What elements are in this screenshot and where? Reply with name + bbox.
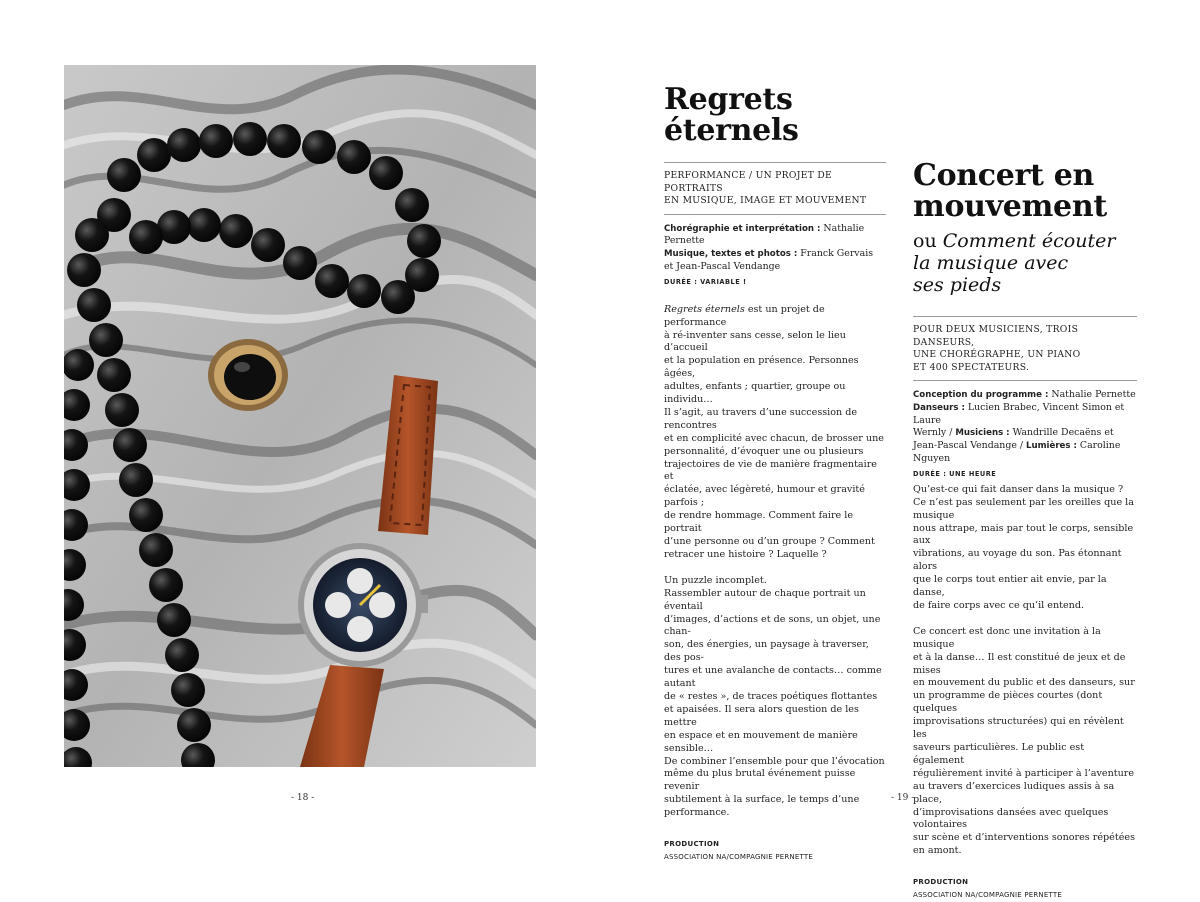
production-label: PRODUCTION bbox=[664, 840, 720, 849]
article-title bbox=[664, 84, 886, 146]
italic-title: Regrets éternels bbox=[664, 303, 745, 315]
credit-value: Caroline bbox=[1076, 440, 1121, 452]
tagline-line: ses pieds bbox=[913, 274, 1002, 296]
subtitle-line: POUR DEUX MUSICIENS, TROIS DANSEURS, bbox=[913, 324, 1079, 348]
credit-value: Nathalie Pernette bbox=[664, 222, 865, 247]
page-number-left: - 18 - bbox=[291, 793, 315, 803]
duration: DURÉE : VARIABLE ! bbox=[664, 277, 747, 286]
duration: DURÉE : UNE HEURE bbox=[913, 469, 997, 478]
credit-value: Lucien Brabec, Vincent Simon et Laure bbox=[913, 401, 1125, 426]
divider bbox=[664, 214, 886, 215]
production-value: ASSOCIATION NA/COMPAGNIE PERNETTE bbox=[913, 891, 1062, 900]
paragraph bbox=[664, 304, 886, 562]
paragraph: Ce concert est donc une invitation à la musique et à la danse… Il est constitué de jeux et de mises en mouvement du public et des danseurs, sur un programme de pièces courtes (dont quelques improvisations structurées) qui en révèlent les saveurs particulières. Le public est également régulièrement invité à participer à l’aventure au travers d’exercices ludiques assis à sa place, d’improvisations dansées avec quelques volontaires sur scène et d’interventions sonores répétées en amont. bbox=[913, 625, 1135, 857]
article-photo bbox=[64, 65, 536, 767]
paragraph: Un puzzle incomplet. Rassembler autour de chaque portrait un éventail d’images, d’actions et de sons, un objet, une chan- son, des énergies, un paysage à traverser, des pos- tures et une avalanche de contacts… comme autant de « restes », de traces poétiques flottantes et apaisées. Il sera alors question de les mettre en espace et en mouvement de manière sensible… De combiner l’ensemble pour que l’évocation même du plus brutal événement puisse revenir subtilement à la surface, le temps d’une performance. bbox=[664, 574, 885, 819]
credit-label: Musiciens : bbox=[955, 428, 1010, 439]
title-line: éternels bbox=[664, 113, 799, 148]
article-title bbox=[913, 160, 1137, 222]
credits bbox=[664, 223, 886, 274]
tagline-ou: ou bbox=[913, 230, 943, 252]
credit-label: Chorégraphie et interprétation : bbox=[664, 223, 821, 234]
title-line: mouvement bbox=[913, 189, 1107, 224]
credit-value: Wandrille Decaëns et bbox=[1009, 427, 1114, 439]
article-subtitle bbox=[664, 170, 886, 208]
tagline-line: la musique avec bbox=[913, 252, 1069, 274]
production-block bbox=[664, 838, 886, 864]
production-value: ASSOCIATION NA/COMPAGNIE PERNETTE bbox=[664, 853, 813, 862]
subtitle-line: EN MUSIQUE, IMAGE ET MOUVEMENT bbox=[664, 195, 867, 206]
credit-value: Wernly / bbox=[913, 427, 956, 439]
credits bbox=[913, 389, 1137, 466]
article-body bbox=[913, 484, 1137, 858]
subtitle-line: UNE CHORÉGRAPHE, UN PIANO bbox=[913, 349, 1081, 360]
credit-label: Musique, textes et photos : bbox=[664, 249, 798, 260]
credit-label: Lumières : bbox=[1026, 441, 1077, 452]
divider bbox=[913, 316, 1137, 317]
credit-value: et Jean-Pascal Vendange bbox=[664, 260, 781, 272]
article-body bbox=[664, 304, 886, 820]
credit-label: Danseurs : bbox=[913, 402, 965, 413]
page-number-right: - 19 - bbox=[891, 793, 915, 803]
credit-value: Nguyen bbox=[913, 452, 951, 464]
title-line: Regrets bbox=[664, 82, 793, 117]
paragraph: Qu’est-ce qui fait danser dans la musique ? Ce n’est pas seulement par les oreilles que la musique nous attrape, mais par tout le corps, sensible aux vibrations, au voyage du son. Pas étonnant alors que le corps tout entier ait envie, par la danse, de faire corps avec ce qu’il entend. bbox=[913, 483, 1134, 611]
article-concert-en-mouvement bbox=[913, 160, 1137, 902]
divider bbox=[664, 162, 886, 163]
ring-illustration bbox=[208, 339, 288, 411]
credit-value: Jean-Pascal Vendange / bbox=[913, 440, 1026, 452]
article-tagline bbox=[913, 230, 1137, 296]
subtitle-line: PERFORMANCE / UN PROJET DE PORTRAITS bbox=[664, 170, 833, 194]
production-label: PRODUCTION bbox=[913, 878, 969, 887]
divider bbox=[913, 380, 1137, 381]
production-block bbox=[913, 876, 1137, 902]
photo-illustration bbox=[64, 65, 536, 767]
title-line: Concert en bbox=[913, 158, 1095, 193]
credit-value: Nathalie Pernette bbox=[1048, 389, 1136, 400]
article-regrets-eternels bbox=[664, 84, 886, 864]
paragraph-text: est un projet de performance à ré-inventer sans cesse, selon le lieu d’accueil et la population en présence. Personnes âgées, adultes, enfants ; quartier, groupe ou individu… Il s’agit, au travers d’une succession de rencontres et en complicité avec chacun, de brosser une personnalité, d’évoquer une ou plusieurs trajectoires de vie de manière fragmentaire et éclatée, avec légèreté, humour et gravité parfois ; de rendre hommage. Comment faire le portrait d’une personne ou d’un groupe ? Comment retracer une histoire ? Laquelle ? bbox=[664, 303, 884, 560]
article-subtitle bbox=[913, 324, 1137, 374]
credit-value: Franck Gervais bbox=[797, 248, 873, 260]
subtitle-line: ET 400 SPECTATEURS. bbox=[913, 361, 1030, 373]
credit-label: Conception du programme : bbox=[913, 390, 1049, 400]
tagline-line: Comment écouter bbox=[942, 230, 1116, 252]
